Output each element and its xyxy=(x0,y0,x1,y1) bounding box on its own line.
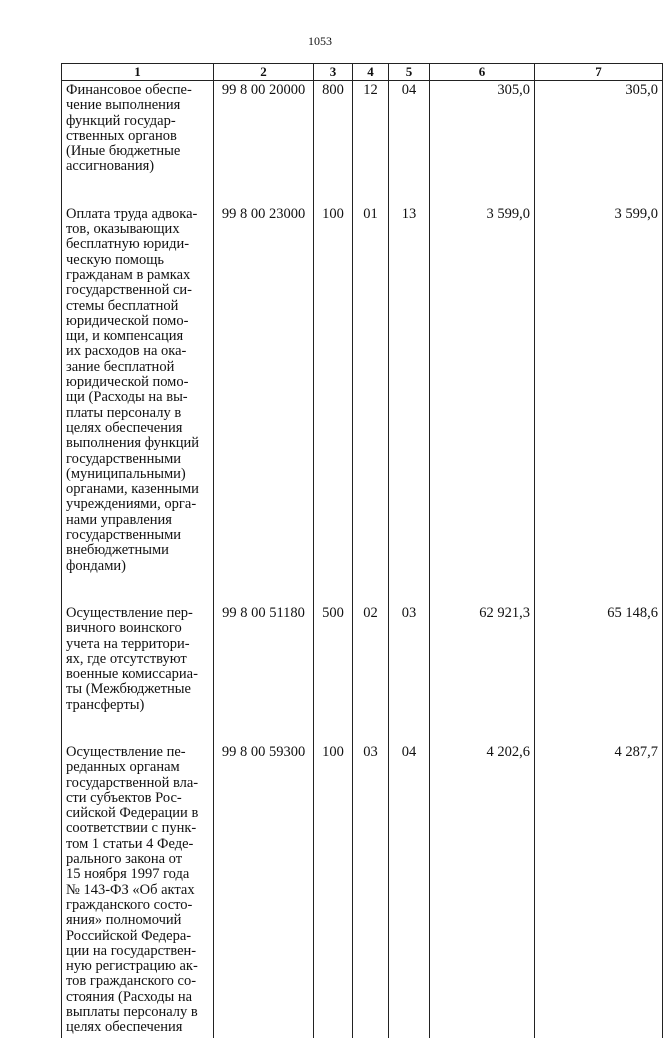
row-value-2: 65 148,6 xyxy=(535,588,663,727)
row-expense-type: 100 xyxy=(314,727,353,1038)
column-header-4: 4 xyxy=(353,64,389,81)
column-header-2: 2 xyxy=(214,64,314,81)
row-name-cell xyxy=(62,727,214,1038)
column-header-5: 5 xyxy=(389,64,430,81)
row-subsection: 04 xyxy=(389,81,430,189)
row-code: 99 8 00 51180 xyxy=(214,588,314,727)
table-body xyxy=(62,81,663,1038)
table-row xyxy=(62,588,663,727)
row-value-1: 62 921,3 xyxy=(430,588,535,727)
row-expense-type: 500 xyxy=(314,588,353,727)
row-name-cell xyxy=(62,81,214,189)
row-section: 12 xyxy=(353,81,389,189)
row-value-1: 4 202,6 xyxy=(430,727,535,1038)
row-section: 02 xyxy=(353,588,389,727)
row-name: Финансовое обеспе- чение выполнения функций государ- ственных органов (Иные бюджетные ассигнования) xyxy=(66,82,192,175)
row-name: Осуществление пе- реданных органам государственной вла- сти субъектов Рос- сийской Федерации в соответствии с пунк- том 1 статьи 4 Феде- рального закона от 15 ноября 1997 года № 143-ФЗ «Об актах гражданского состо- яния» полномочий Российской Федера- ции на государствен- ную регистрацию ак- тов гражданского со- стояния (Расходы на выплаты персоналу в целях обеспечения xyxy=(66,743,199,1036)
column-header-6: 6 xyxy=(430,64,535,81)
row-subsection: 03 xyxy=(389,588,430,727)
row-name-cell xyxy=(62,588,214,727)
row-value-1: 3 599,0 xyxy=(430,189,535,588)
row-subsection: 04 xyxy=(389,727,430,1038)
column-header-1: 1 xyxy=(62,64,214,81)
table-row xyxy=(62,189,663,588)
row-code: 99 8 00 23000 xyxy=(214,189,314,588)
row-name: Оплата труда адвока- тов, оказывающих бесплатную юриди- ческую помощь гражданам в рамках государственной си- стемы бесплатной юридической помо- щи, и компенсация их расходов на ока- зание бесплатной юридической помо- щи (Расходы на вы- платы персоналу в целях обеспечения выполнения функций государственными (муниципальными) органами, казенными учреждениями, орга- нами управления государственными внебюджетными фондами) xyxy=(66,205,200,574)
table-header xyxy=(62,64,663,81)
column-header-3: 3 xyxy=(314,64,353,81)
row-value-2: 4 287,7 xyxy=(535,727,663,1038)
row-value-2: 3 599,0 xyxy=(535,189,663,588)
row-value-1: 305,0 xyxy=(430,81,535,189)
row-name: Осуществление пер- вичного воинского учета на территори- ях, где отсутствуют военные комиссариа- ты (Межбюджетные трансферты) xyxy=(66,604,198,713)
row-section: 01 xyxy=(353,189,389,588)
row-subsection: 13 xyxy=(389,189,430,588)
row-name-cell xyxy=(62,189,214,588)
row-code: 99 8 00 59300 xyxy=(214,727,314,1038)
row-expense-type: 100 xyxy=(314,189,353,588)
table-row xyxy=(62,727,663,1038)
header-row xyxy=(62,64,663,81)
row-value-2: 305,0 xyxy=(535,81,663,189)
row-section: 03 xyxy=(353,727,389,1038)
budget-table xyxy=(61,63,663,1038)
table-row xyxy=(62,81,663,189)
row-code: 99 8 00 20000 xyxy=(214,81,314,189)
row-expense-type: 800 xyxy=(314,81,353,189)
column-header-7: 7 xyxy=(535,64,663,81)
page-number: 1053 xyxy=(308,34,332,48)
